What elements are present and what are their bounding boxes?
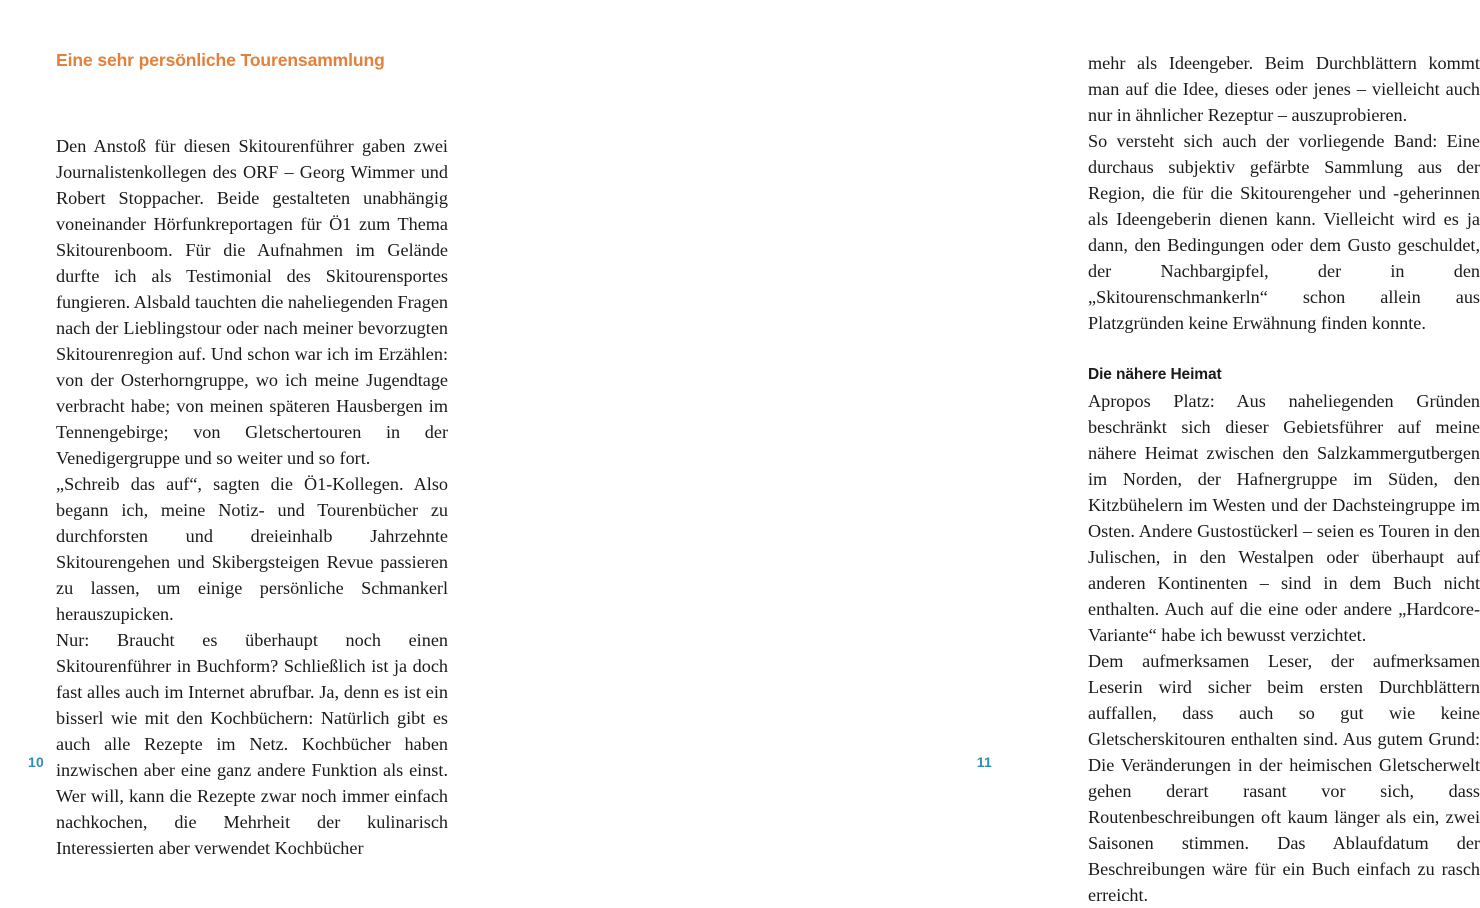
paragraph: So versteht sich auch der vorliegende Band: Eine durchaus subjektiv gefärbte Sammlung aus der Region, die für die Skitourengeher und -geherinnen als Ideengeberin dienen kann. Vielleicht wird es ja dann, den Bedingungen oder dem Gusto geschuldet, der Nachbargipfel, der in den „Skitourenschmankerln“ schon allein aus Platzgründen keine Erwähnung finden konnte. — [1088, 131, 1480, 333]
section-subheading: Die nähere Heimat — [1088, 366, 1222, 383]
paragraph: Den Anstoß für diesen Skitourenführer gaben zwei Journalistenkollegen des ORF – Georg Wimmer und Robert Stoppacher. Beide gestalteten unabhängig voneinander Hörfunkreportagen für Ö1 zum Thema Skitourenboom. Für die Aufnahmen im Gelände durfte ich als Testimonial des Skitourensportes fungieren. Alsbald tauchten die naheliegenden Fragen nach der Lieblingstour oder nach meiner bevorzugten Skitourenregion auf. Und schon war ich im Erzählen: von der Osterhorngruppe, wo ich meine Jugendtage verbracht habe; von meinen späteren Hausbergen im Tennengebirge; von Gletschertouren in der Venedigergruppe und so weiter und so fort. — [56, 136, 448, 468]
heading-spacer — [56, 71, 448, 133]
page-right — [510, 0, 1480, 905]
paragraph: Apropos Platz: Aus naheliegenden Gründen beschränkt sich dieser Gebietsführer auf meine nähere Heimat zwischen den Salzkammergutbergen im Norden, der Hafnergruppe im Süden, den Kitzbühelern im Westen und der Dachsteingruppe im Osten. Andere Gustostückerl – seien es Touren in den Julischen, in den Westalpen oder überhaupt auf anderen Kontinenten – sind in dem Buch nicht enthalten. Auch auf die eine oder andere „Hardcore-Variante“ habe ich bewusst verzichtet. — [1088, 391, 1480, 645]
chapter-heading: Eine sehr persönliche Tourensammlung — [56, 50, 385, 70]
page-number-left: 10 — [28, 754, 44, 770]
right-column — [1088, 50, 1480, 908]
paragraph: „Schreib das auf“, sagten die Ö1-Kollegen. Also begann ich, meine Notiz- und Tourenbücher zu durchforsten und dreieinhalb Jahrzehnte Skitourengehen und Skibergsteigen Revue passieren zu lassen, um einige persönliche Schmankerl herauszupicken. — [56, 474, 448, 624]
right-body-text-top — [1088, 50, 1480, 336]
left-column — [56, 50, 448, 861]
right-body-text-bottom — [1088, 388, 1480, 908]
paragraph: mehr als Ideengeber. Beim Durchblättern kommt man auf die Idee, dieses oder jenes – vielleicht auch nur in ähnlicher Rezeptur – auszuprobieren. — [1088, 53, 1480, 125]
page-number-right: 11 — [976, 754, 992, 770]
left-body-text — [56, 133, 448, 861]
paragraph: Dem aufmerksamen Leser, der aufmerksamen Leserin wird sicher beim ersten Durchblättern auffallen, dass auch so gut wie keine Gletscherskitouren enthalten sind. Aus gutem Grund: Die Veränderungen in der heimischen Gletscherwelt gehen derart rasant vor sich, dass Routenbeschreibungen oft kaum länger als ein, zwei Saisonen stimmen. Das Ablaufdatum der Beschreibungen wäre für ein Buch einfach zu rasch erreicht. — [1088, 651, 1480, 905]
subheading-spacer — [1088, 336, 1480, 362]
paragraph: Nur: Braucht es überhaupt noch einen Skitourenführer in Buchform? Schließlich ist ja doch fast alles auch im Internet abrufbar. Ja, denn es ist ein bisserl wie mit den Kochbüchern: Natürlich gibt es auch alle Rezepte im Netz. Kochbücher haben inzwischen aber eine ganz andere Funktion als einst. Wer will, kann die Rezepte zwar noch immer einfach nachkochen, die Mehrheit der kulinarisch Interessierten aber verwendet Kochbücher — [56, 630, 448, 858]
page-left — [0, 0, 510, 858]
